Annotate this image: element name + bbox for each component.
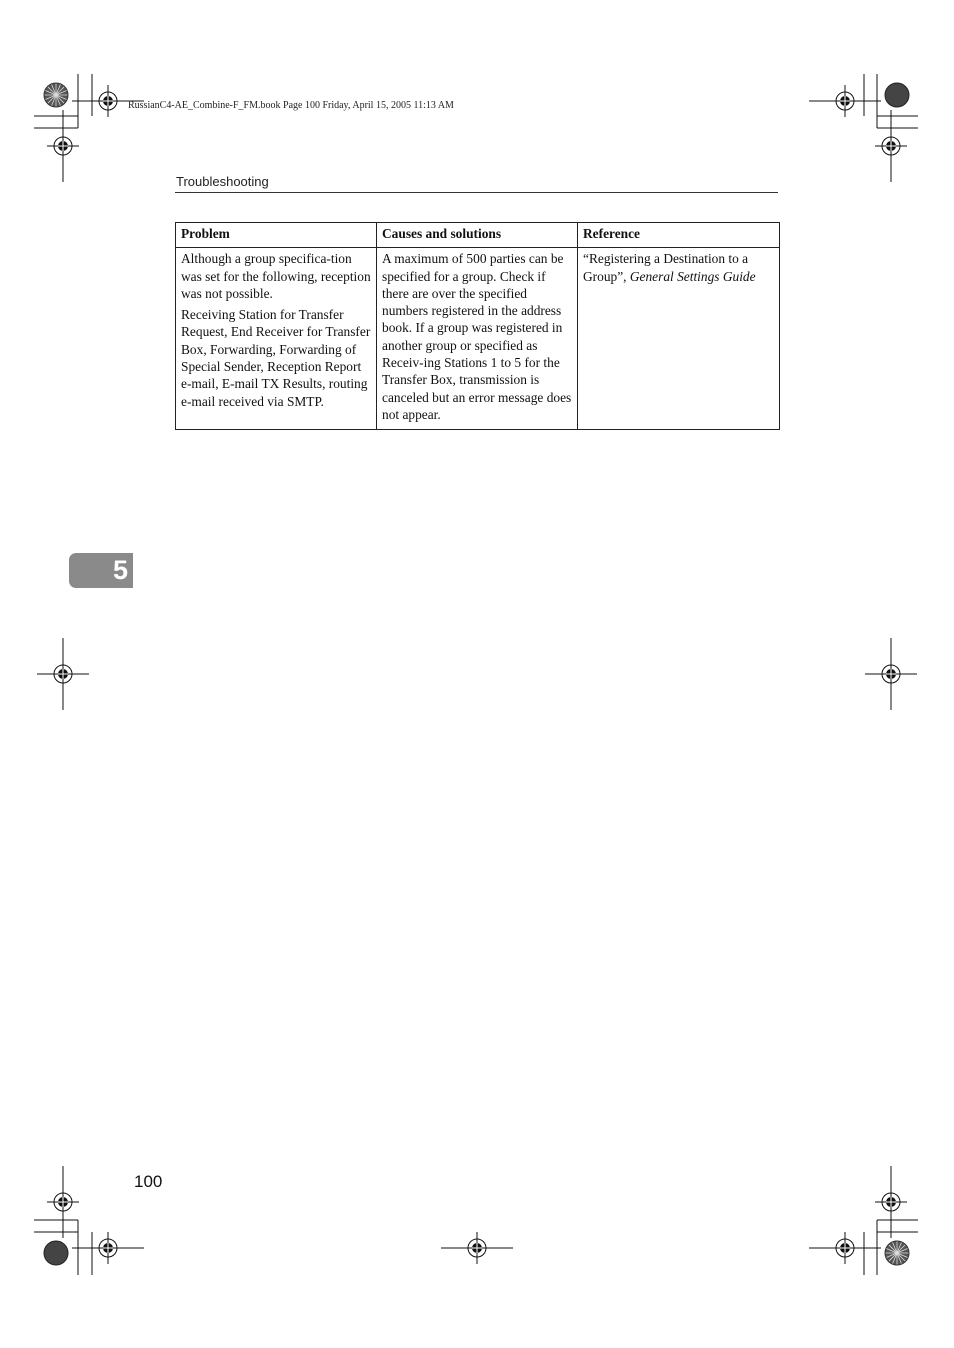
registration-mark-icon bbox=[47, 130, 79, 162]
registration-mark-icon bbox=[829, 85, 861, 117]
column-header-causes: Causes and solutions bbox=[377, 223, 578, 248]
problem-cell bbox=[176, 248, 377, 430]
color-target-icon bbox=[885, 83, 909, 107]
page-number: 100 bbox=[134, 1172, 163, 1191]
problem-text: Although a group specifica-tion was set for the following, reception was not possible. bbox=[181, 251, 371, 301]
header-rule bbox=[175, 192, 778, 193]
registration-mark-icon bbox=[47, 658, 79, 690]
color-target-icon bbox=[44, 1241, 68, 1265]
column-header-problem: Problem bbox=[176, 223, 377, 248]
reference-guide-title: General Settings Guide bbox=[629, 268, 756, 284]
reference-cell bbox=[578, 248, 780, 430]
troubleshooting-table bbox=[175, 222, 780, 430]
running-header: Troubleshooting bbox=[176, 174, 269, 189]
registration-mark-icon bbox=[92, 1232, 124, 1264]
solution-cell: A maximum of 500 parties can be specified for a group. Check if there are over the specified numbers registered in the address book. If a group was registered in another group or specified as Receiv-ing Stations 1 to 5 for the Transfer Box, transmission is canceled but an error message does not appear. bbox=[377, 248, 578, 430]
registration-mark-icon bbox=[92, 85, 124, 117]
registration-mark-icon bbox=[875, 1186, 907, 1218]
color-target-icon bbox=[885, 1241, 909, 1265]
column-header-reference: Reference bbox=[578, 223, 780, 248]
registration-mark-icon bbox=[461, 1232, 493, 1264]
chapter-number: 5 bbox=[112, 555, 128, 585]
color-target-icon bbox=[44, 83, 68, 107]
table-row bbox=[176, 248, 780, 430]
problem-detail-text: Receiving Station for Transfer Request, End Receiver for Transfer Box, Forwarding, Forwarding of Special Sender, Reception Report e-mail, E-mail TX Results, routing e-mail received via SMTP. bbox=[181, 307, 371, 409]
registration-mark-icon bbox=[829, 1232, 861, 1264]
reference-text: “Registering a Destination to a Group”, bbox=[583, 251, 749, 284]
print-slug: RussianC4-AE_Combine-F_FM.book Page 100 Friday, April 15, 2005 11:13 AM bbox=[128, 100, 454, 111]
registration-mark-icon bbox=[47, 1186, 79, 1218]
chapter-tab bbox=[69, 553, 133, 588]
table-header-row bbox=[176, 223, 780, 248]
registration-mark-icon bbox=[875, 658, 907, 690]
registration-mark-icon bbox=[875, 130, 907, 162]
